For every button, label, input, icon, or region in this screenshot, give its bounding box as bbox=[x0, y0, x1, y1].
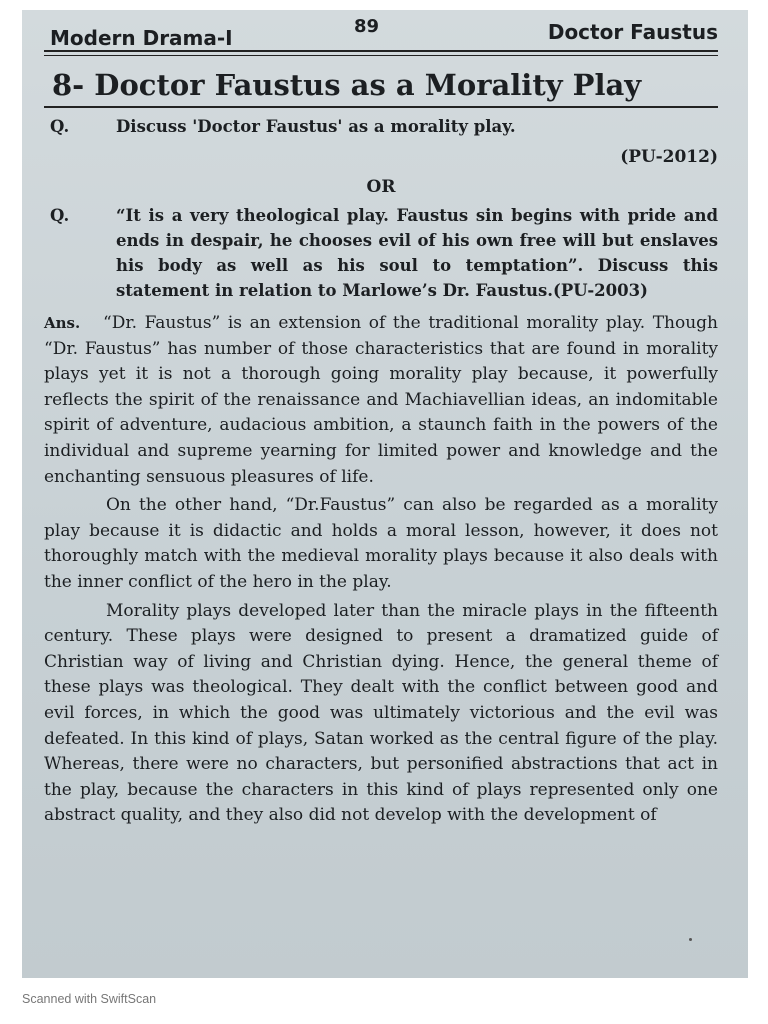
question-1-reference: (PU-2012) bbox=[620, 147, 718, 167]
header-rule-thin bbox=[44, 55, 718, 56]
question-2 bbox=[44, 203, 718, 303]
running-header bbox=[44, 16, 718, 50]
title-rule bbox=[44, 106, 718, 108]
answer-paragraph-1-text: “Dr. Faustus” is an extension of the traditional morality play. Though “Dr. Faustus” has number of those characteristics that are found in morality plays yet it is not a thorough going morality play because, it powerfully reflects the spirit of the renaissance and Machiavellian ideas, an indomitable spirit of adventure, audacious ambition, a staunch faith in the powers of the individual and supreme yearning for limited power and knowledge and the enchanting sensuous pleasures of life. bbox=[44, 313, 718, 487]
header-rule bbox=[44, 50, 718, 52]
page-number: 89 bbox=[354, 16, 380, 37]
question-1-text: Discuss 'Doctor Faustus' as a morality play. bbox=[116, 117, 516, 136]
question-2-label: Q. bbox=[50, 206, 70, 225]
answer bbox=[44, 311, 718, 829]
header-course: Modern Drama-I bbox=[50, 26, 233, 50]
chapter-title: 8- Doctor Faustus as a Morality Play bbox=[52, 68, 642, 102]
header-topic: Doctor Faustus bbox=[547, 20, 718, 44]
question-2-text: “It is a very theological play. Faustus sin begins with pride and ends in despair, he chooses evil of his own free will but enslaves his body as well as his soul to temptation”. Discuss this statement in relation to Marlowe’s Dr. Faustus.(PU-2003) bbox=[116, 206, 718, 300]
answer-paragraph-2: On the other hand, “Dr.Faustus” can also be regarded as a morality play because it is didactic and holds a moral lesson, however, it does not thoroughly match with the medieval morality plays because it also deals with the inner conflict of the hero in the play. bbox=[44, 495, 718, 592]
question-1-label: Q. bbox=[50, 117, 70, 136]
question-1 bbox=[44, 114, 718, 139]
or-separator: OR bbox=[366, 177, 396, 197]
answer-paragraph-1 bbox=[44, 311, 718, 490]
speck bbox=[689, 938, 692, 941]
answer-paragraph-3: Morality plays developed later than the miracle plays in the fifteenth century. These plays were designed to present a dramatized guide of Christian way of living and Christian dying. Hence, the general theme of these plays was theological. They dealt with the conflict between good and evil forces, in which the good was ultimately victorious and the evil was defeated. In this kind of plays, Satan worked as the central figure of the play. Whereas, there were no characters, but personified abstractions that act in the play, because the characters in this kind of plays represented only one abstract quality, and they also did not develop with the development of bbox=[44, 600, 718, 826]
answer-label: Ans. bbox=[44, 314, 81, 332]
scanner-watermark: Scanned with SwiftScan bbox=[22, 992, 157, 1006]
scanned-page bbox=[22, 10, 748, 978]
